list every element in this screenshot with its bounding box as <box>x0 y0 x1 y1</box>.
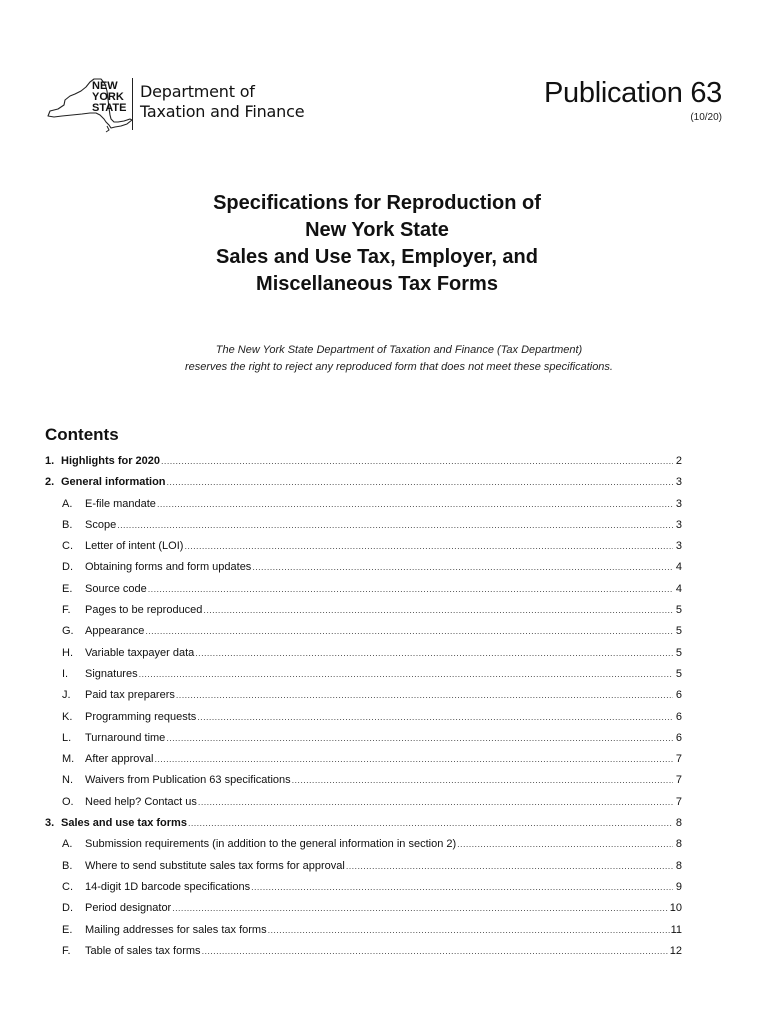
toc-dot-leader <box>176 685 673 706</box>
toc-entry-number: N. <box>62 774 73 787</box>
toc-entry-number: D. <box>62 561 73 574</box>
toc-dot-leader <box>184 536 673 557</box>
toc-entry-label: Period designator <box>85 902 172 915</box>
toc-page-number: 3 <box>675 476 682 489</box>
toc-page-number: 6 <box>675 731 682 744</box>
toc-subsection-entry[interactable] <box>45 643 682 664</box>
toc-page-number: 9 <box>675 880 682 893</box>
toc-page-number: 3 <box>675 518 682 531</box>
toc-entry-number: F. <box>62 944 71 957</box>
toc-dot-leader <box>166 728 673 749</box>
toc-dot-leader <box>197 707 673 728</box>
title-line: New York State <box>305 219 449 241</box>
toc-section-entry[interactable] <box>45 451 682 472</box>
toc-page-number: 10 <box>669 902 682 915</box>
toc-subsection-entry[interactable] <box>45 494 682 515</box>
toc-subsection-entry[interactable] <box>45 834 682 855</box>
logo-state-line: NEW <box>92 80 118 92</box>
toc-entry-label: Where to send substitute sales tax forms for approval <box>85 859 345 872</box>
title-line: Specifications for Reproduction of <box>213 192 541 214</box>
toc-subsection-entry[interactable] <box>45 707 682 728</box>
toc-entry-label: After approval <box>85 753 154 766</box>
nys-logo <box>44 76 344 136</box>
toc-entry-number: A. <box>62 497 73 510</box>
toc-dot-leader <box>252 557 673 578</box>
toc-page-number: 6 <box>675 689 682 702</box>
toc-entry-number: 1. <box>45 455 55 467</box>
toc-section-entry[interactable] <box>45 813 682 834</box>
toc-entry-number: L. <box>62 731 72 744</box>
toc-entry-number: H. <box>62 646 73 659</box>
toc-entry-label: Highlights for 2020 <box>61 455 161 467</box>
publication-date: (10/20) <box>690 112 722 123</box>
toc-section-entry[interactable] <box>45 472 682 493</box>
toc-dot-leader <box>198 792 673 813</box>
notice-line: reserves the right to reject any reproduced form that does not meet these specifications. <box>184 361 613 373</box>
table-of-contents <box>45 451 682 962</box>
toc-entry-label: Programming requests <box>85 710 197 723</box>
toc-subsection-entry[interactable] <box>45 515 682 536</box>
toc-page-number: 8 <box>675 838 682 851</box>
publication-title: Publication 63 <box>544 77 722 109</box>
toc-entry-number: E. <box>62 923 73 936</box>
toc-entry-label: Obtaining forms and form updates <box>85 561 252 574</box>
toc-entry-label: Variable taxpayer data <box>85 646 195 659</box>
toc-entry-label: Sales and use tax forms <box>61 817 187 830</box>
toc-subsection-entry[interactable] <box>45 920 682 941</box>
toc-entry-label: E-file mandate <box>85 497 156 510</box>
toc-subsection-entry[interactable] <box>45 792 682 813</box>
toc-entry-number: C. <box>62 540 73 553</box>
toc-entry-label: Mailing addresses for sales tax forms <box>85 923 267 936</box>
toc-entry-number: 3. <box>45 817 55 830</box>
toc-entry-label: Letter of intent (LOI) <box>85 540 184 553</box>
toc-entry-number: M. <box>62 753 75 766</box>
toc-subsection-entry[interactable] <box>45 536 682 557</box>
toc-page-number: 2 <box>675 455 682 467</box>
toc-dot-leader <box>346 856 673 877</box>
toc-page-number: 5 <box>675 625 682 638</box>
toc-entry-label: Pages to be reproduced <box>85 604 203 617</box>
toc-entry-number: J. <box>62 689 71 702</box>
page-header <box>44 76 724 136</box>
toc-entry-number: B. <box>62 518 73 531</box>
toc-entry-label: 14-digit 1D barcode specifications <box>85 880 251 893</box>
toc-dot-leader <box>117 515 673 536</box>
toc-entry-number: B. <box>62 859 73 872</box>
toc-subsection-entry[interactable] <box>45 621 682 642</box>
toc-dot-leader <box>457 834 673 855</box>
toc-entry-number: F. <box>62 604 71 617</box>
toc-page-number: 11 <box>670 923 682 936</box>
toc-dot-leader <box>148 579 673 600</box>
toc-dot-leader <box>202 941 669 962</box>
toc-page-number: 3 <box>675 540 682 553</box>
toc-entry-label: Turnaround time <box>85 731 166 744</box>
toc-page-number: 6 <box>675 710 682 723</box>
toc-entry-label: Submission requirements (in addition to the general information in section 2) <box>85 838 457 851</box>
contents-heading: Contents <box>45 425 119 444</box>
toc-entry-number: K. <box>62 710 73 723</box>
toc-entry-label: Scope <box>85 518 117 531</box>
toc-entry-number: G. <box>62 625 74 638</box>
toc-dot-leader <box>203 600 673 621</box>
toc-entry-label: Paid tax preparers <box>85 689 175 702</box>
toc-page-number: 5 <box>675 604 682 617</box>
toc-entry-number: 2. <box>45 476 55 489</box>
toc-subsection-entry[interactable] <box>45 685 682 706</box>
toc-subsection-entry[interactable] <box>45 856 682 877</box>
toc-dot-leader <box>167 472 673 493</box>
toc-page-number: 4 <box>675 561 682 574</box>
toc-subsection-entry[interactable] <box>45 941 682 962</box>
toc-page-number: 8 <box>675 817 682 830</box>
logo-state-line: STATE <box>92 102 127 114</box>
publication-block <box>544 76 722 125</box>
toc-page-number: 12 <box>669 944 682 957</box>
reproduction-notice <box>0 342 770 376</box>
toc-page-number: 3 <box>675 497 682 510</box>
toc-entry-label: Appearance <box>85 625 145 638</box>
department-name <box>140 82 304 122</box>
toc-dot-leader <box>161 451 673 472</box>
toc-subsection-entry[interactable] <box>45 600 682 621</box>
title-line: Miscellaneous Tax Forms <box>256 273 498 295</box>
title-line: Sales and Use Tax, Employer, and <box>216 246 538 268</box>
toc-entry-label: Table of sales tax forms <box>85 944 201 957</box>
logo-divider <box>132 78 133 130</box>
toc-dot-leader <box>195 643 673 664</box>
toc-dot-leader <box>172 898 669 919</box>
toc-entry-number: O. <box>62 795 74 808</box>
toc-page-number: 5 <box>675 667 682 680</box>
toc-dot-leader <box>188 813 673 834</box>
toc-entry-number: E. <box>62 582 73 595</box>
toc-entry-label: Waivers from Publication 63 specifications <box>85 774 291 787</box>
toc-dot-leader <box>268 920 670 941</box>
toc-dot-leader <box>157 494 673 515</box>
toc-entry-label: Signatures <box>85 667 138 680</box>
logo-state-wordmark <box>92 81 132 114</box>
toc-page-number: 5 <box>675 646 682 659</box>
toc-entry-number: C. <box>62 880 73 893</box>
toc-dot-leader <box>251 877 673 898</box>
toc-page-number: 7 <box>675 774 682 787</box>
toc-subsection-entry[interactable] <box>45 664 682 685</box>
toc-dot-leader <box>154 749 673 770</box>
logo-state-line: YORK <box>92 91 124 103</box>
toc-dot-leader <box>139 664 673 685</box>
toc-entry-number: D. <box>62 902 73 915</box>
toc-page-number: 7 <box>675 753 682 766</box>
toc-entry-number: A. <box>62 838 73 851</box>
toc-subsection-entry[interactable] <box>45 579 682 600</box>
notice-line: The New York State Department of Taxation and Finance (Tax Department) <box>215 344 583 356</box>
toc-subsection-entry[interactable] <box>45 898 682 919</box>
toc-dot-leader <box>292 770 673 791</box>
toc-subsection-entry[interactable] <box>45 770 682 791</box>
toc-entry-number: I. <box>62 667 69 680</box>
toc-subsection-entry[interactable] <box>45 749 682 770</box>
toc-page-number: 8 <box>675 859 682 872</box>
toc-dot-leader <box>145 621 673 642</box>
document-title <box>0 190 754 298</box>
toc-page-number: 7 <box>675 795 682 808</box>
toc-subsection-entry[interactable] <box>45 728 682 749</box>
toc-subsection-entry[interactable] <box>45 877 682 898</box>
toc-page-number: 4 <box>675 582 682 595</box>
toc-subsection-entry[interactable] <box>45 557 682 578</box>
department-line: Taxation and Finance <box>140 102 305 121</box>
toc-entry-label: Need help? Contact us <box>85 795 197 808</box>
toc-entry-label: General information <box>61 476 166 489</box>
toc-entry-label: Source code <box>85 582 147 595</box>
department-line: Department of <box>140 82 255 101</box>
